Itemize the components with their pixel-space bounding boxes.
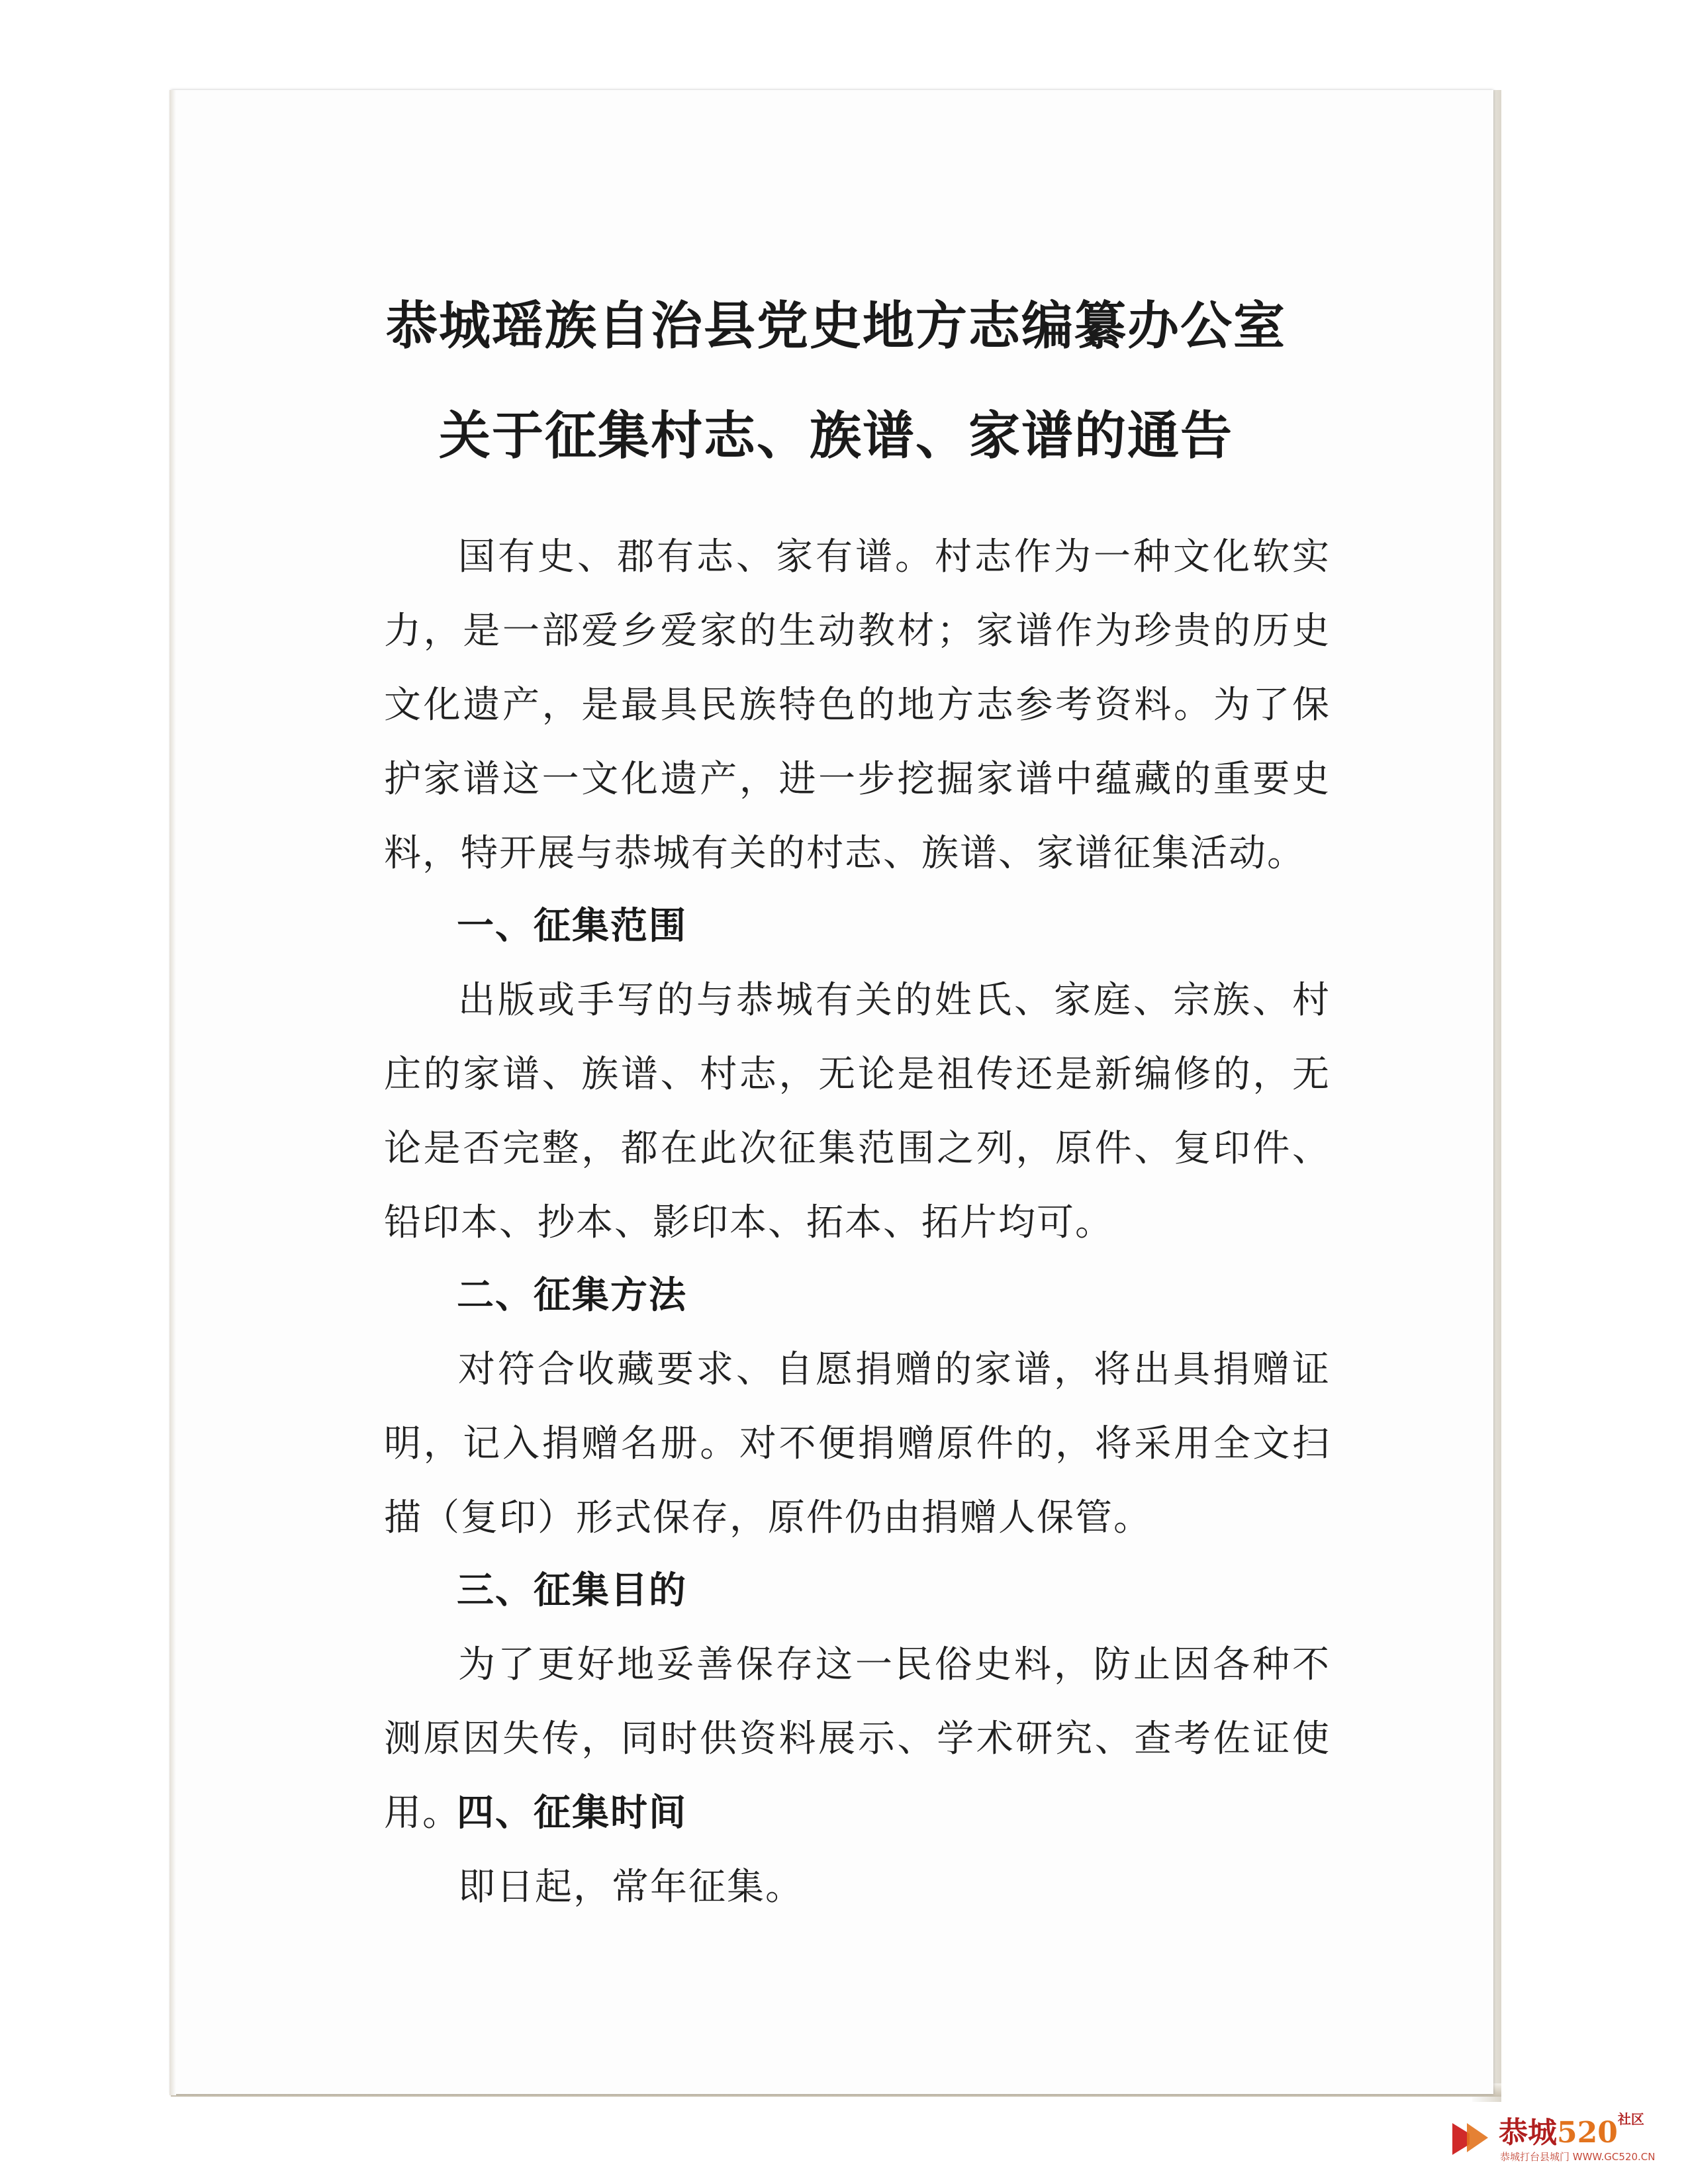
site-watermark (1447, 2109, 1665, 2169)
paper-edge-left (169, 90, 176, 2095)
section-heading-scope: 一、征集范围 (457, 905, 687, 948)
document-title-line2: 关于征集村志、族谱、家谱的通告 (438, 406, 1233, 466)
watermark-tag: 社区 (1617, 2111, 1644, 2127)
document-title-line1: 恭城瑶族自治县党史地方志编纂办公室 (385, 296, 1286, 356)
section-body-method: 对符合收藏要求、自愿捐赠的家谱，将出具捐赠证明，记入捐赠名册。对不便捐赠原件的，将采用全文扫描（复印）形式保存，原件仍由捐赠人保管。 (384, 1348, 1331, 1539)
section-body-scope: 出版或手写的与恭城有关的姓氏、家庭、宗族、村庄的家谱、族谱、村志，无论是祖传还是新编修的，无论是否完整，都在此次征集范围之列，原件、复印件、铅印本、抄本、影印本、拓本、拓片均可。 (384, 979, 1331, 1244)
watermark-name: 恭城$520^{社区}$ (1499, 2111, 1644, 2150)
section-body-time: 即日起，常年征集。 (458, 1866, 804, 1909)
section-heading-purpose: 三、征集目的 (457, 1569, 687, 1612)
watermark-number: 520 (1557, 2116, 1618, 2150)
section-body-purpose: 为了更好地妥善保存这一民俗史料，防止因各种不测原因失传，同时供资料展示、学术研究、查考佐证使用。 (384, 1643, 1331, 1835)
arrow-logo-icon (1447, 2114, 1493, 2160)
intro-paragraph: 国有史、郡有志、家有谱。村志作为一种文化软实力，是一部爱乡爱家的生动教材；家谱作为珍贵的历史文化遗产，是最具民族特色的地方志参考资料。为了保护家谱这一文化遗产，进一步挖掘家谱中蕴藏的重要史料，特开展与恭城有关的村志、族谱、家谱征集活动。 (384, 535, 1331, 875)
section-heading-method: 二、征集方法 (457, 1274, 687, 1317)
section-heading-time: 四、征集时间 (457, 1792, 687, 1835)
watermark-subtitle: 恭城打台县城门 WWW.GC520.CN (1500, 2151, 1656, 2163)
